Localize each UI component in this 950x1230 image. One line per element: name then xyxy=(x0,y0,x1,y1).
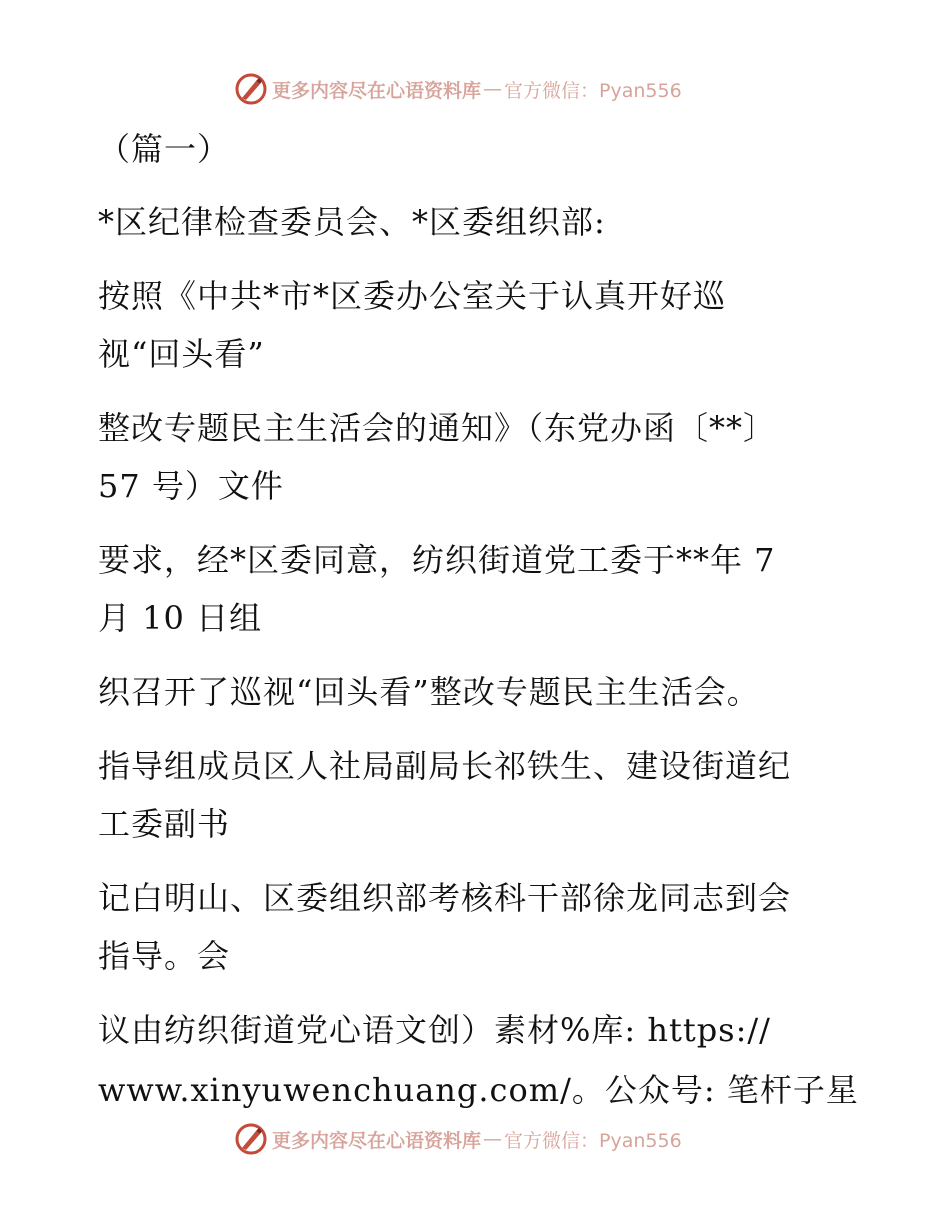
banner-slogan: 更多内容尽在心语资料库 xyxy=(272,79,482,102)
banner-wechat: 官方微信：Pyan556 xyxy=(504,1129,682,1152)
doc-line: 视“回头看” xyxy=(98,335,265,373)
doc-line: 月 10 日组 xyxy=(98,599,263,637)
pen-logo-icon xyxy=(234,72,268,106)
banner-separator: — xyxy=(483,78,503,100)
doc-line: 要求，经*区委同意，纺织街道党工委于**年 7 xyxy=(98,541,776,579)
doc-line: www.xinyuwenchuang.com/。公众号: 笔杆子星 xyxy=(98,1071,859,1109)
doc-line: （篇一） xyxy=(98,130,231,168)
header-banner xyxy=(234,72,682,106)
doc-line: 指导组成员区人社局副局长祁铁生、建设街道纪 xyxy=(98,747,792,785)
doc-line: 织召开了巡视“回头看”整改专题民主生活会。 xyxy=(98,673,760,711)
doc-line: 指导。会 xyxy=(98,937,231,975)
doc-line: 57 号）文件 xyxy=(98,467,284,505)
doc-line: 工委副书 xyxy=(98,805,231,843)
doc-line: 记白明山、区委组织部考核科干部徐龙同志到会 xyxy=(98,879,792,917)
doc-line: 议由纺织街道党心语文创）素材%库: https:// xyxy=(98,1011,771,1049)
banner-slogan: 更多内容尽在心语资料库 xyxy=(272,1129,482,1152)
doc-line: 按照《中共*市*区委办公室关于认真开好巡 xyxy=(98,277,727,315)
footer-banner xyxy=(234,1122,682,1156)
banner-separator: — xyxy=(483,1128,503,1150)
doc-line: *区纪律检查委员会、*区委组织部: xyxy=(98,203,606,241)
doc-line: 整改专题民主生活会的通知》（东党办函〔**〕 xyxy=(98,409,777,447)
pen-logo-icon xyxy=(234,1122,268,1156)
banner-wechat: 官方微信：Pyan556 xyxy=(504,79,682,102)
